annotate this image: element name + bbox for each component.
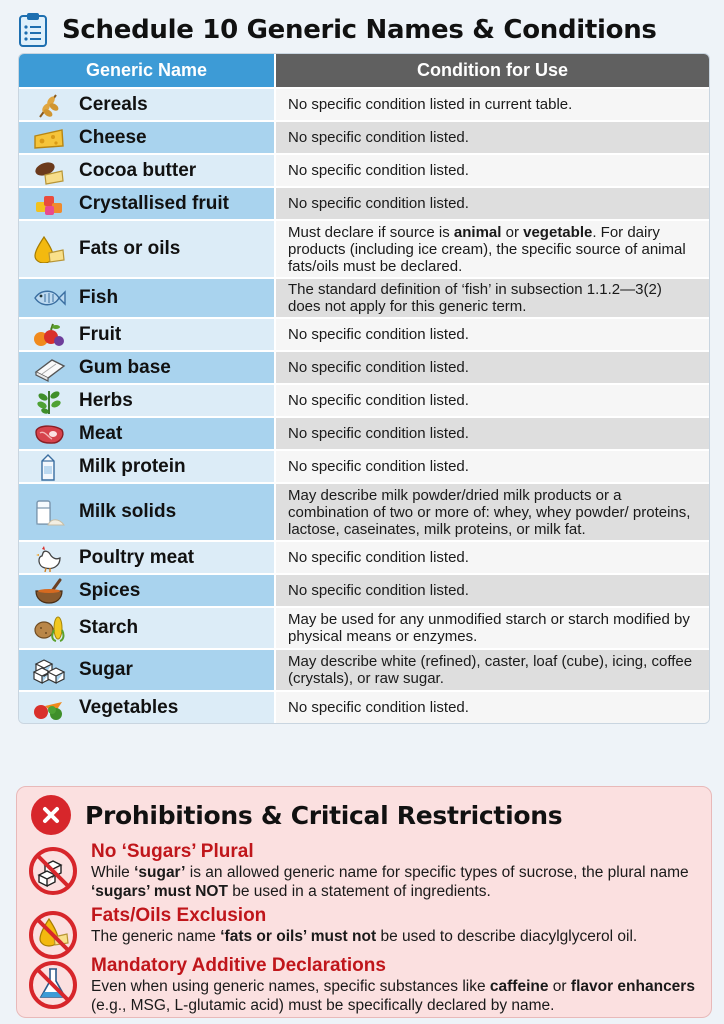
- prohibition-fragment: Even when using generic names, specific substances like: [91, 978, 490, 995]
- condition-cell: [274, 451, 709, 482]
- condition-text: May be used for any unmodified starch or starch modified by physical means or enzymes.: [288, 611, 690, 645]
- prohibition-text: [91, 927, 637, 946]
- generic-name-cell: [19, 575, 274, 606]
- clipboard-icon: [18, 12, 48, 48]
- table-row: [19, 482, 709, 540]
- condition-text: No specific condition listed.: [288, 195, 469, 212]
- prohibition-fragment: or: [548, 978, 571, 995]
- prohibition-fragment: While: [91, 864, 135, 881]
- generic-name-label: Cheese: [79, 126, 147, 148]
- generic-name-cell: [19, 188, 274, 219]
- generic-name-label: Herbs: [79, 389, 133, 411]
- generic-name-cell: [19, 385, 274, 416]
- table-row: [19, 573, 709, 606]
- fish-icon: [31, 284, 67, 312]
- table-row: [19, 120, 709, 153]
- prohibition-fragment: is an allowed generic name for specific types of sucrose, the plural name: [185, 864, 689, 881]
- generic-name-label: Milk protein: [79, 455, 186, 477]
- generic-name-label: Fish: [79, 287, 119, 308]
- prohibition-title: Mandatory Additive Declarations: [91, 955, 386, 976]
- candied-fruit-icon: [31, 190, 67, 218]
- prohibition-item: [27, 955, 703, 1015]
- table-row: [19, 690, 709, 723]
- prohibition-item: [27, 841, 703, 901]
- cocoa-butter-icon: [31, 157, 67, 185]
- generic-name-label: Crystallised fruit: [79, 192, 229, 214]
- prohibition-title: Fats/Oils Exclusion: [91, 905, 267, 926]
- oil-butter-icon: [31, 235, 67, 263]
- gum-icon: [31, 354, 67, 382]
- condition-text: [288, 224, 697, 275]
- prohibition-fragment: The generic name: [91, 928, 221, 945]
- chicken-icon: [31, 544, 67, 572]
- generic-name-label: Gum base: [79, 356, 171, 378]
- table-row: [19, 648, 709, 690]
- generic-name-label: Meat: [79, 422, 123, 444]
- page-title: Schedule 10 Generic Names & Conditions: [62, 15, 657, 45]
- condition-cell: [274, 542, 709, 573]
- generic-name-label: Spices: [79, 579, 141, 601]
- generic-name-label: Vegetables: [79, 696, 179, 718]
- table-row: [19, 87, 709, 120]
- column-header-generic-name: Generic Name: [19, 54, 274, 87]
- milk-carton-icon: [31, 453, 67, 481]
- condition-fragment: or: [501, 223, 524, 241]
- no-oil-icon: [27, 909, 79, 961]
- condition-cell: [274, 692, 709, 723]
- condition-cell: [274, 418, 709, 449]
- generic-name-cell: [19, 484, 274, 540]
- generic-name-cell: [19, 221, 274, 277]
- condition-text: May describe white (refined), caster, loaf (cube), icing, coffee (crystals), or raw sugar.: [288, 653, 693, 687]
- condition-fragment: Must declare if source is: [288, 223, 454, 241]
- fruit-icon: [31, 321, 67, 349]
- condition-cell: [274, 188, 709, 219]
- prohibition-emphasis: ‘sugar’: [134, 864, 186, 881]
- condition-text: May describe milk powder/dried milk products or a combination of two or more of: whey, whey powder/ proteins, lactose, caseinates, milk proteins, or milk fat.: [288, 486, 691, 538]
- header: [18, 8, 708, 52]
- generic-name-cell: [19, 451, 274, 482]
- generic-name-label: Fats or oils: [79, 238, 181, 259]
- generic-names-table: [18, 53, 710, 724]
- prohibition-title: No ‘Sugars’ Plural: [91, 841, 254, 862]
- table-row: [19, 383, 709, 416]
- prohibition-fragment: be used in a statement of ingredients.: [227, 883, 491, 900]
- table-row: [19, 606, 709, 648]
- generic-name-cell: [19, 122, 274, 153]
- condition-cell: [274, 221, 709, 277]
- no-flask-icon: [27, 959, 79, 1011]
- table-body: [19, 87, 709, 723]
- condition-emphasis: vegetable: [523, 223, 593, 241]
- condition-cell: [274, 279, 709, 317]
- table-row: [19, 317, 709, 350]
- condition-text: No specific condition listed.: [288, 549, 469, 566]
- prohibitions-title: Prohibitions & Critical Restrictions: [85, 800, 563, 830]
- condition-cell: [274, 608, 709, 648]
- prohibition-emphasis: flavor enhancers: [570, 978, 695, 995]
- condition-emphasis: animal: [453, 223, 502, 241]
- condition-cell: [274, 650, 709, 690]
- vegetables-icon: [31, 694, 67, 722]
- meat-icon: [31, 420, 67, 448]
- generic-name-label: Starch: [79, 617, 139, 638]
- condition-fragment: . For dairy products (including ice cream), the specific source of animal fats/oils must be declared.: [288, 223, 686, 275]
- condition-cell: [274, 352, 709, 383]
- generic-name-cell: [19, 279, 274, 317]
- generic-name-cell: [19, 352, 274, 383]
- table-row: [19, 350, 709, 383]
- condition-text: The standard definition of ‘fish’ in subsection 1.1.2—3(2) does not apply for this generic term.: [288, 281, 662, 315]
- generic-name-label: Cereals: [79, 93, 148, 115]
- prohibition-emphasis: ‘fats or oils’ must not: [220, 928, 377, 945]
- condition-text: No specific condition listed.: [288, 162, 469, 179]
- column-header-condition: Condition for Use: [274, 54, 709, 87]
- condition-text: No specific condition listed.: [288, 129, 469, 146]
- prohibition-text: [91, 977, 703, 1015]
- mortar-pestle-icon: [31, 577, 67, 605]
- condition-text: No specific condition listed.: [288, 582, 469, 599]
- generic-name-label: Fruit: [79, 323, 122, 345]
- prohibition-text: [91, 863, 703, 901]
- table-header: [19, 54, 709, 87]
- table-row: [19, 449, 709, 482]
- condition-text: No specific condition listed.: [288, 699, 469, 716]
- cheese-icon: [31, 124, 67, 152]
- condition-text: No specific condition listed.: [288, 359, 469, 376]
- condition-cell: [274, 122, 709, 153]
- table-row: [19, 186, 709, 219]
- table-row: [19, 277, 709, 317]
- condition-text: No specific condition listed.: [288, 425, 469, 442]
- condition-cell: [274, 575, 709, 606]
- prohibition-fragment: (e.g., MSG, L-glutamic acid) must be specifically declared by name.: [91, 997, 555, 1014]
- prohibitions-header: [31, 795, 562, 835]
- generic-name-label: Poultry meat: [79, 546, 195, 568]
- generic-name-cell: [19, 89, 274, 120]
- condition-cell: [274, 89, 709, 120]
- generic-name-cell: [19, 319, 274, 350]
- milk-powder-icon: [31, 498, 67, 526]
- table-row: [19, 219, 709, 277]
- generic-name-label: Cocoa butter: [79, 159, 197, 181]
- condition-cell: [274, 155, 709, 186]
- potato-corn-icon: [31, 614, 67, 642]
- generic-name-cell: [19, 608, 274, 648]
- close-circle-icon: [31, 795, 71, 835]
- herbs-icon: [31, 387, 67, 415]
- generic-name-cell: [19, 650, 274, 690]
- prohibition-item: [27, 905, 703, 961]
- generic-name-cell: [19, 692, 274, 723]
- prohibition-emphasis: ‘sugars’ must NOT: [91, 883, 228, 900]
- prohibition-emphasis: caffeine: [489, 978, 549, 995]
- sugar-cubes-icon: [31, 656, 67, 684]
- generic-name-cell: [19, 542, 274, 573]
- prohibition-fragment: be used to describe diacylglycerol oil.: [376, 928, 638, 945]
- condition-text: No specific condition listed.: [288, 392, 469, 409]
- table-row: [19, 540, 709, 573]
- prohibitions-panel: [16, 786, 712, 1018]
- generic-name-label: Milk solids: [79, 501, 177, 522]
- table-row: [19, 416, 709, 449]
- generic-name-cell: [19, 155, 274, 186]
- condition-cell: [274, 484, 709, 540]
- generic-name-label: Sugar: [79, 659, 133, 680]
- condition-text: No specific condition listed in current table.: [288, 96, 573, 113]
- generic-name-cell: [19, 418, 274, 449]
- table-row: [19, 153, 709, 186]
- wheat-icon: [31, 91, 67, 119]
- no-sugar-cubes-icon: [27, 845, 79, 897]
- condition-text: No specific condition listed.: [288, 458, 469, 475]
- condition-text: No specific condition listed.: [288, 326, 469, 343]
- condition-cell: [274, 385, 709, 416]
- condition-cell: [274, 319, 709, 350]
